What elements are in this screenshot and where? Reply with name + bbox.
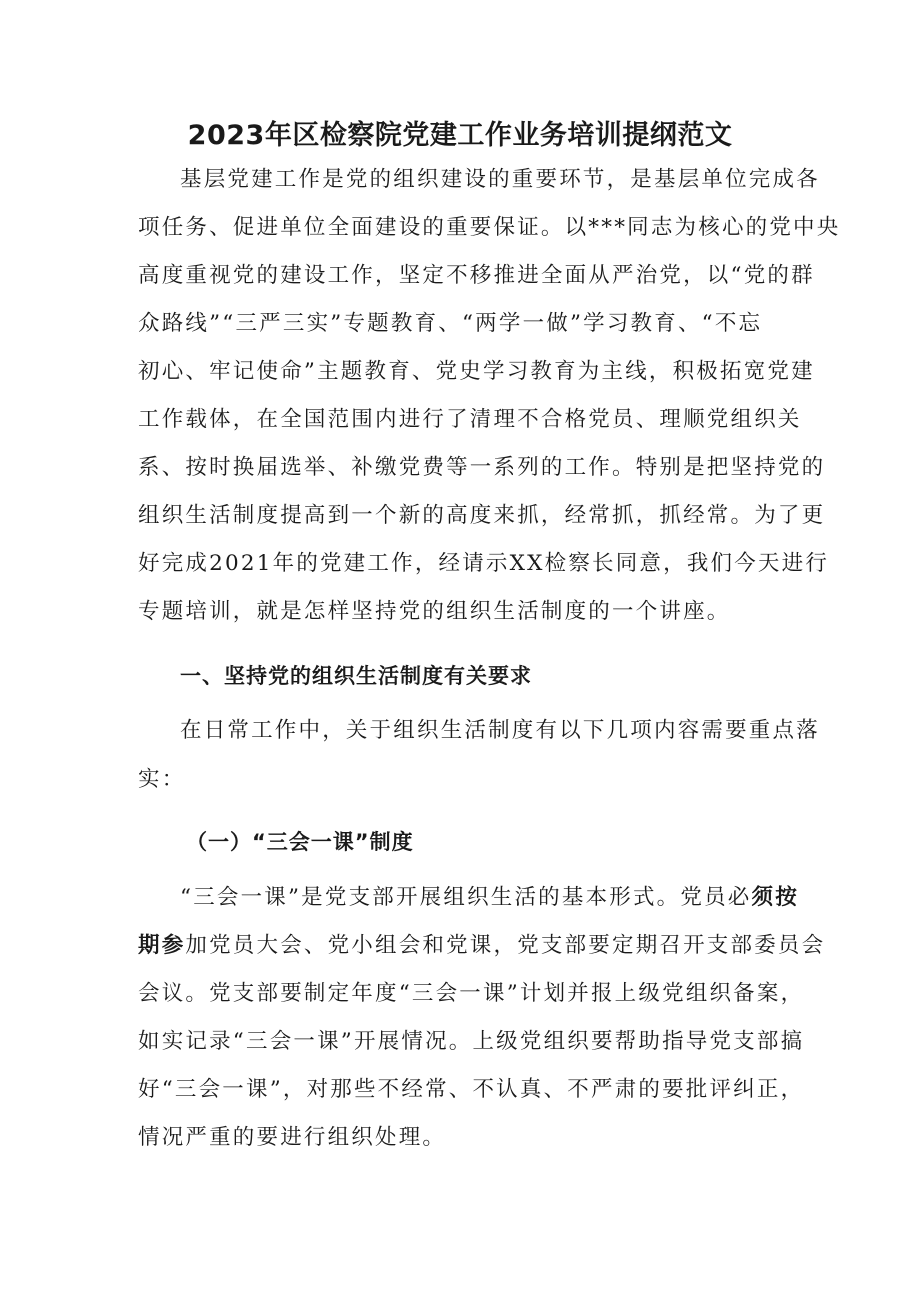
paragraph-line: 众路线”“三严三实”专题教育、“两学一做”学习教育、“不忘 bbox=[138, 311, 763, 336]
document-title: 2023年区检察院党建工作业务培训提纲范文 bbox=[187, 120, 733, 151]
paragraph-line: 系、按时换届选举、补缴党费等一系列的工作。特别是把坚持党的 bbox=[138, 455, 826, 480]
bold-text: 期参 bbox=[138, 933, 186, 958]
paragraph-line: 实： bbox=[138, 767, 186, 792]
paragraph-line: 工作载体，在全国范围内进行了清理不合格党员、理顺党组织关 bbox=[138, 407, 802, 432]
paragraph-line: 好“三会一课”，对那些不经常、不认真、不严肃的要批评纠正， bbox=[138, 1077, 805, 1102]
paragraph-line bbox=[180, 883, 799, 913]
paragraph-line: 初心、牢记使命”主题教育、党史学习教育为主线，积极拓宽党建 bbox=[138, 359, 815, 384]
paragraph-text: 加党员大会、党小组会和党课，党支部要定期召开支部委员会 bbox=[185, 933, 826, 958]
paragraph-line: 专题培训，就是怎样坚持党的组织生活制度的一个讲座。 bbox=[138, 599, 731, 624]
paragraph-line: 好完成2021年的党建工作，经请示XX检察长同意，我们今天进行 bbox=[138, 551, 830, 576]
paragraph-line: 会议。党支部要制定年度“三会一课”计划并报上级党组织备案， bbox=[138, 981, 805, 1006]
paragraph-line: 高度重视党的建设工作，坚定不移推进全面从严治党，以“党的群 bbox=[138, 263, 815, 288]
subsection-heading: （一）“三会一课”制度 bbox=[186, 830, 414, 854]
bold-text: 须按 bbox=[751, 885, 799, 910]
paragraph-line: 项任务、促进单位全面建设的重要保证。以***同志为核心的党中央 bbox=[138, 215, 841, 240]
paragraph-text: “三会一课”是党支部开展组织生活的基本形式。党员必 bbox=[180, 885, 752, 910]
paragraph-line: 在日常工作中，关于组织生活制度有以下几项内容需要重点落 bbox=[180, 718, 820, 743]
paragraph-line: 如实记录“三会一课”开展情况。上级党组织要帮助指导党支部搞 bbox=[138, 1029, 805, 1054]
paragraph-line: 基层党建工作是党的组织建设的重要环节，是基层单位完成各 bbox=[180, 167, 820, 192]
paragraph-line bbox=[138, 931, 825, 961]
paragraph-line: 组织生活制度提高到一个新的高度来抓，经常抓，抓经常。为了更 bbox=[138, 503, 826, 528]
section-heading: 一、坚持党的组织生活制度有关要求 bbox=[180, 664, 532, 688]
paragraph-line: 情况严重的要进行组织处理。 bbox=[138, 1125, 447, 1150]
